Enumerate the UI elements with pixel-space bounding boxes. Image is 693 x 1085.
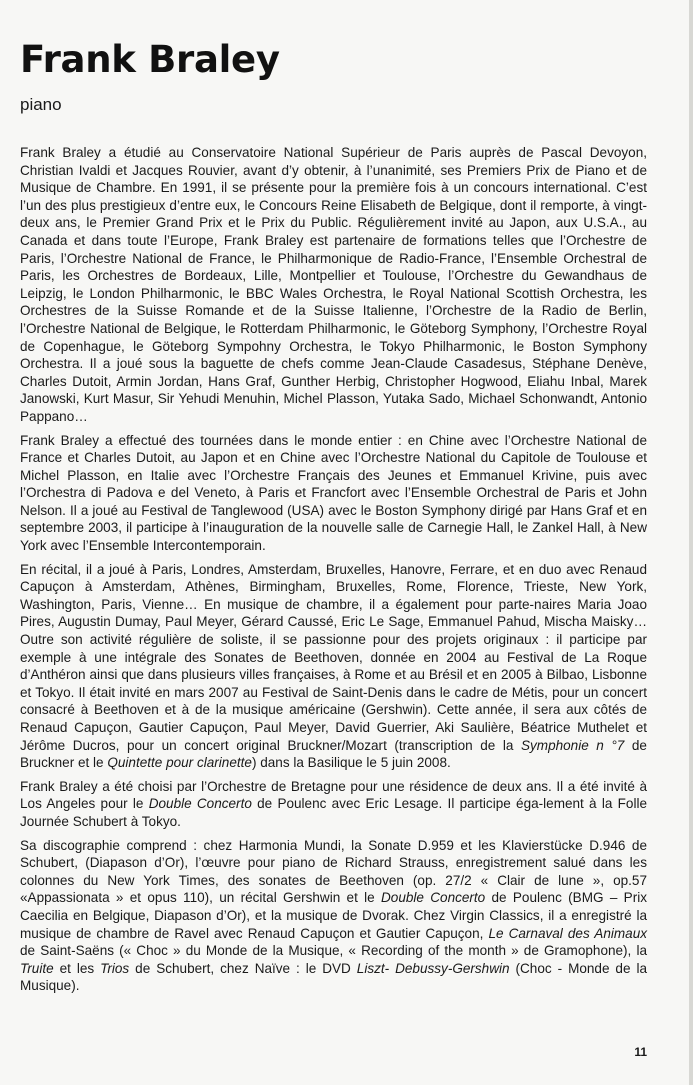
instrument-subtitle: piano [20,95,62,114]
biography-paragraph-3 [20,561,647,772]
biography-paragraph-4 [20,778,647,831]
paragraph-text: de Poulenc (BMG – Prix Caecilia en Belgique, Diapason d’Or), et la musique de Dvorak. Chez Virgin Classics, il a enregistré la musique de chambre de Ravel avec Renaud Capuçon et Gautier Capuçon, [20,890,647,941]
paragraph-text: ) dans la Basilique le 5 juin 2008. [251,755,451,771]
italic-title-text: Symphonie n °7 [520,737,625,753]
paragraph-text: En récital, il a joué à Paris, Londres, Amsterdam, Bruxelles, Hanovre, Ferrare, et en duo avec Renaud Capuçon à Amsterdam, Athènes, Birmingham, Bruxelles, Rome, Florence, Trieste, New York, Washington, Paris, Vienne… En musique de chambre, il a également pour parte-naires Maria Joao Pires, Augustin Dumay, Paul Meyer, Gérard Caussé, Eric Le Sage, Emmanuel Pahud, Mischa Maisky… Outre son activité régulière de soliste, il se passionne pour des projets originaux : il participe par exemple à une intégrale des Sonates de Beethoven, donnée en 2004 au Festival de La Roque d’Anthéron ainsi que dans plusieurs villes françaises, à Rome et au Brésil et en 2005 à Bilbao, Lisbonne et Tokyo. Il était invité en mars 2007 au Festival de Saint-Denis dans le cadre de Métis, pour un concert consacré à Beethoven et à de la musique américaine (Gershwin). Cette année, il sera aux côtés de Renaud Capuçon, Gautier Capuçon, Paul Meyer, David Guerrier, Aki Saulière, Béatrice Muthelet et Jérôme Ducros, pour un concert original Bruckner/Mozart (transcription de la [20,561,647,753]
program-page [20,38,647,1001]
paragraph-text: Frank Braley a été choisi par l’Orchestre de Bretagne pour une résidence de deux ans. Il a été invité à Los Angeles pour le [20,778,647,812]
paragraph-text: et les [53,960,101,976]
biography-paragraph-1 [20,144,647,426]
biography-paragraph-5 [20,837,647,995]
italic-title-text: Double Concerto [148,796,252,812]
paragraph-text: de Bruckner et le [20,737,647,771]
biography-body [20,144,647,995]
italic-title-text: Le Carnaval des Animaux [488,925,648,941]
paragraph-text: Frank Braley a effectué des tournées dans le monde entier : en Chine avec l’Orchestre National de France et Charles Dutoit, au Japon et en Chine avec l’Orchestre National du Capitole de Toulouse et Michel Plasson, en Italie avec l’Orchestre Français des Jeunes et Emmanuel Krivine, puis avec l’Orchestra di Padova e del Veneto, à Paris et Francfort avec l’Ensemble Orchestral de Paris et John Nelson. Il a joué au Festival de Tanglewood (USA) avec le Boston Symphony dirigé par Hans Graf et en septembre 2003, il participe à l’inauguration de la nouvelle salle de Carnegie Hall, le Zankel Hall, à New York avec l’Ensemble Intercontemporain. [20,432,647,554]
page-edge [689,0,693,1085]
italic-title-text: Double Concerto [381,890,486,906]
paragraph-text: Sa discographie comprend : chez Harmonia Mundi, la Sonate D.959 et les Klavierstücke D.946 de Schubert, (Diapason d’Or), l’œuvre pour piano de Richard Strauss, enregistrement salué dans les colonnes du New York Times, des sonates de Beethoven (op. 27/2 « Clair de lune », op.57 «Appassionata » et opus 110), un récital Gershwin et le [20,837,647,906]
paragraph-text: (Choc - Monde de la Musique). [20,960,647,994]
italic-title-text: Liszt- Debussy-Gershwin [356,960,510,976]
page-title: Frank Braley [20,38,280,81]
italic-title-text: Truite [20,960,54,976]
italic-title-text: Quintette pour clarinette [107,755,252,771]
paragraph-text: de Poulenc avec Eric Lesage. Il participe éga-lement à la Folle Journée Schubert à Tokyo. [20,796,647,829]
paragraph-text: de Saint-Saëns (« Choc » du Monde de la Musique, « Recording of the month » de Gramophone), la [20,943,647,959]
paragraph-text: de Schubert, chez Naïve : le DVD [129,960,357,976]
italic-title-text: Trios [100,960,130,976]
biography-paragraph-2 [20,432,647,555]
page-number: 11 [634,1045,647,1059]
paragraph-text: Frank Braley a étudié au Conservatoire National Supérieur de Paris auprès de Pascal Devoyon, Christian Ivaldi et Jacques Rouvier, avant d’y obtenir, à l’unanimité, ses Premiers Prix de Piano et de Musique de Chambre. En 1991, il se présente pour la première fois à un concours international. C’est l’un des plus prestigieux d’entre eux, le Concours Reine Elisabeth de Belgique, dont il remporte, à vingt-deux ans, le Premier Grand Prix et le Prix du Public. Régulièrement invité au Japon, aux U.S.A., au Canada et dans toute l’Europe, Frank Braley est partenaire de formations telles que l’Orchestre de Paris, l’Orchestre National de France, le Philharmonique de Radio-France, l’Ensemble Orchestral de Paris, les Orchestres de Bordeaux, Lille, Montpellier et Toulouse, l’Orchestre du Gewandhaus de Leipzig, le London Philharmonic, le BBC Wales Orchestra, le Royal National Scottish Orchestra, les Orchestres de la Suisse Romande et de la Suisse Italienne, l’Orchestre de la Radio de Berlin, l’Orchestre National de Belgique, le Rotterdam Philharmonic, le Göteborg Symphony, l’Orchestre Royal de Copenhague, le Göteborg Sympohny Orchestra, le Tokyo Philharmonic, le Boston Symphony Orchestra. Il a joué sous la baguette de chefs comme Jean-Claude Casadesus, Stéphane Denève, Charles Dutoit, Armin Jordan, Hans Graf, Gunther Herbig, Christopher Hogwood, Eliahu Inbal, Marek Janowski, Kurt Masur, Sir Yehudi Menuhin, Michel Plasson, Yutaka Sado, Michael Schonwandt, Antonio Pappano… [20,145,647,424]
